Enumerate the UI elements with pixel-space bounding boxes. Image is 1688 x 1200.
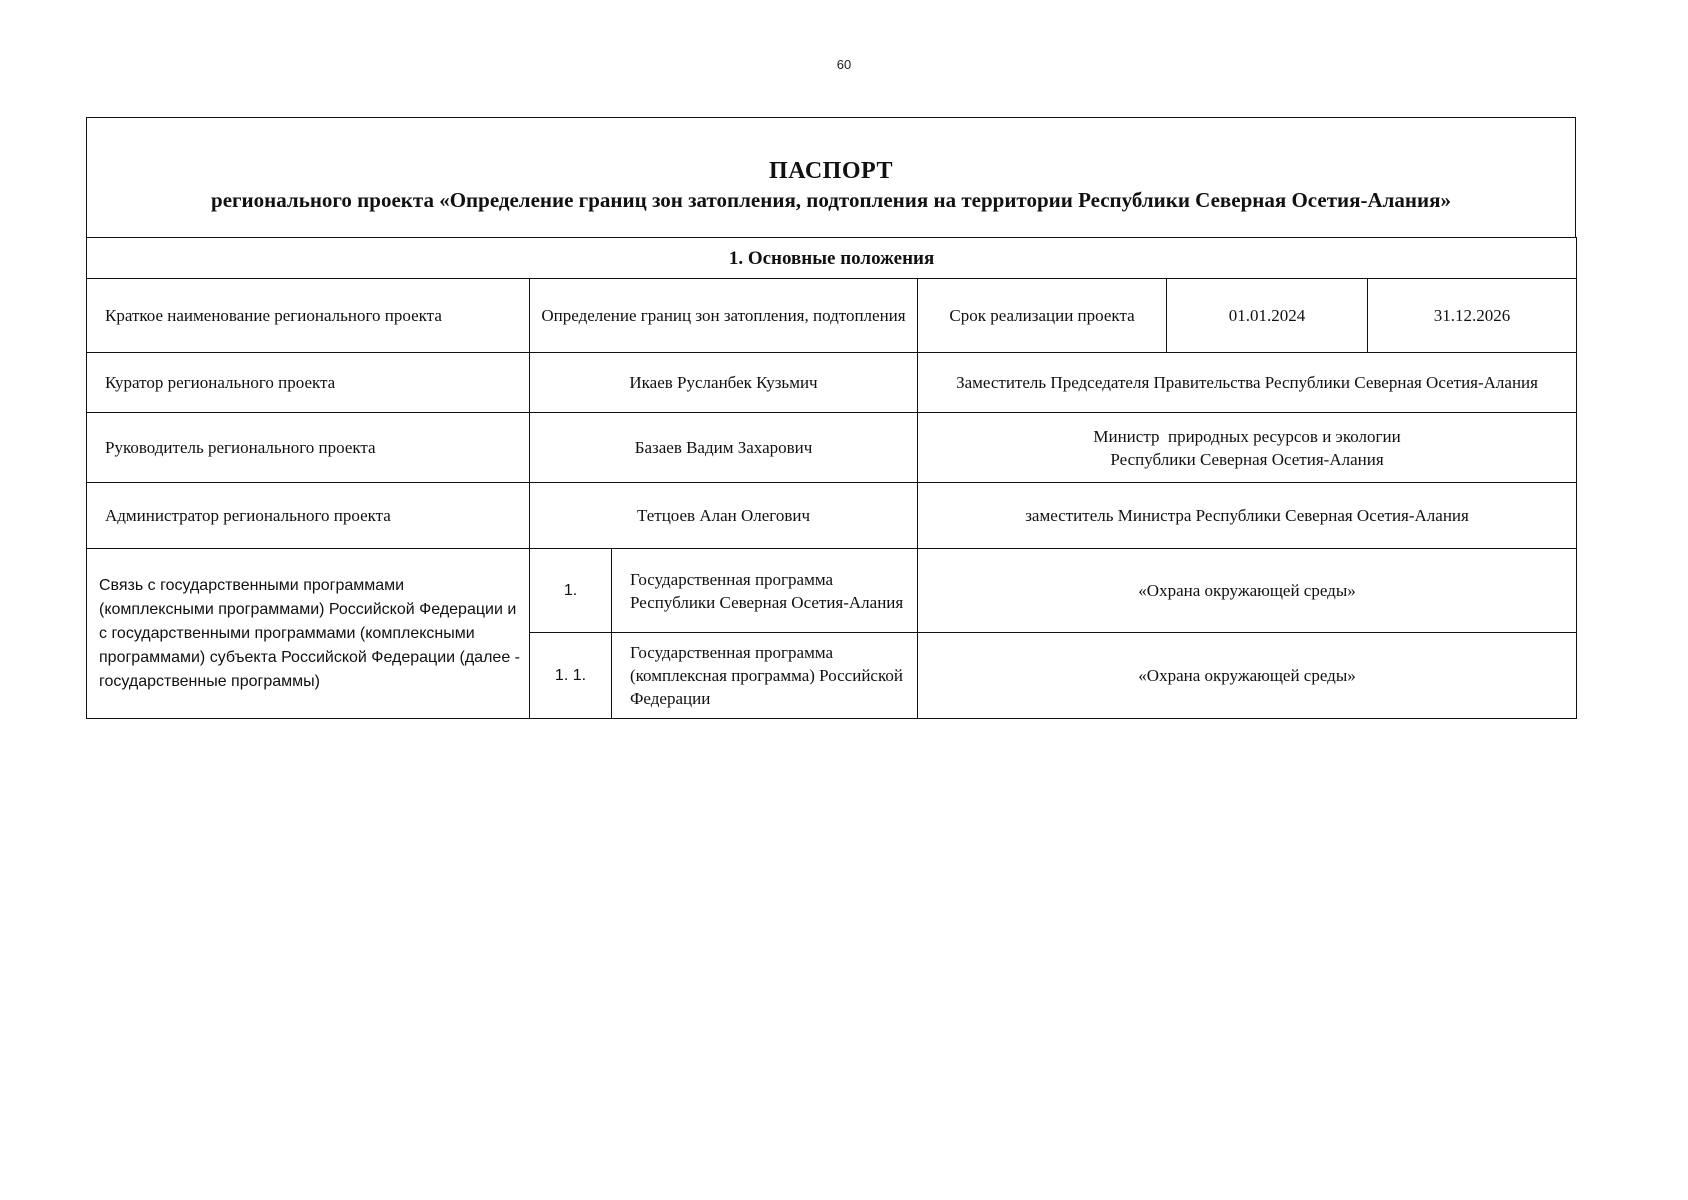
program-name: «Охрана окружающей среды» — [918, 633, 1577, 719]
table-row — [87, 353, 1577, 413]
head-label: Руководитель регионального проекта — [87, 413, 530, 483]
passport-header — [86, 117, 1576, 237]
passport-document — [86, 117, 1576, 719]
document-subtitle: регионального проекта «Определение границ зон затопления, подтопления на территории Республики Северная Осетия-Алания» — [211, 187, 1451, 212]
table-row — [87, 413, 1577, 483]
section-header-row — [87, 238, 1577, 279]
program-type: Государственная программа Республики Северная Осетия-Алания — [612, 549, 918, 633]
program-number: 1. — [530, 549, 612, 633]
passport-table — [86, 237, 1577, 719]
head-position — [918, 413, 1577, 483]
short-name-label: Краткое наименование регионального проекта — [87, 279, 530, 353]
document-title: ПАСПОРТ — [769, 157, 893, 184]
page-number: 60 — [836, 57, 852, 72]
end-date: 31.12.2026 — [1368, 279, 1577, 353]
start-date: 01.01.2024 — [1167, 279, 1368, 353]
section-title: 1. Основные положения — [87, 238, 1577, 279]
table-row — [87, 279, 1577, 353]
links-label: Связь с государственными программами (комплексными программами) Российской Федерации и с государственными программами (комплексными программами) субъекта Российской Федерации (далее - государственные программы) — [87, 549, 530, 719]
table-row — [87, 483, 1577, 549]
admin-name: Тетцоев Алан Олегович — [530, 483, 918, 549]
program-number: 1. 1. — [530, 633, 612, 719]
curator-label: Куратор регионального проекта — [87, 353, 530, 413]
head-position-line1: Министр природных ресурсов и экологии — [1093, 426, 1401, 446]
table-row — [87, 549, 1577, 633]
admin-position: заместитель Министра Республики Северная Осетия-Алания — [918, 483, 1577, 549]
program-type: Государственная программа (комплексная программа) Российской Федерации — [612, 633, 918, 719]
curator-position: Заместитель Председателя Правительства Республики Северная Осетия-Алания — [918, 353, 1577, 413]
short-name-value: Определение границ зон затопления, подтопления — [530, 279, 918, 353]
admin-label: Администратор регионального проекта — [87, 483, 530, 549]
term-label: Срок реализации проекта — [918, 279, 1167, 353]
curator-name: Икаев Русланбек Кузьмич — [530, 353, 918, 413]
head-name: Базаев Вадим Захарович — [530, 413, 918, 483]
head-position-line2: Республики Северная Осетия-Алания — [1110, 449, 1384, 469]
program-name: «Охрана окружающей среды» — [918, 549, 1577, 633]
